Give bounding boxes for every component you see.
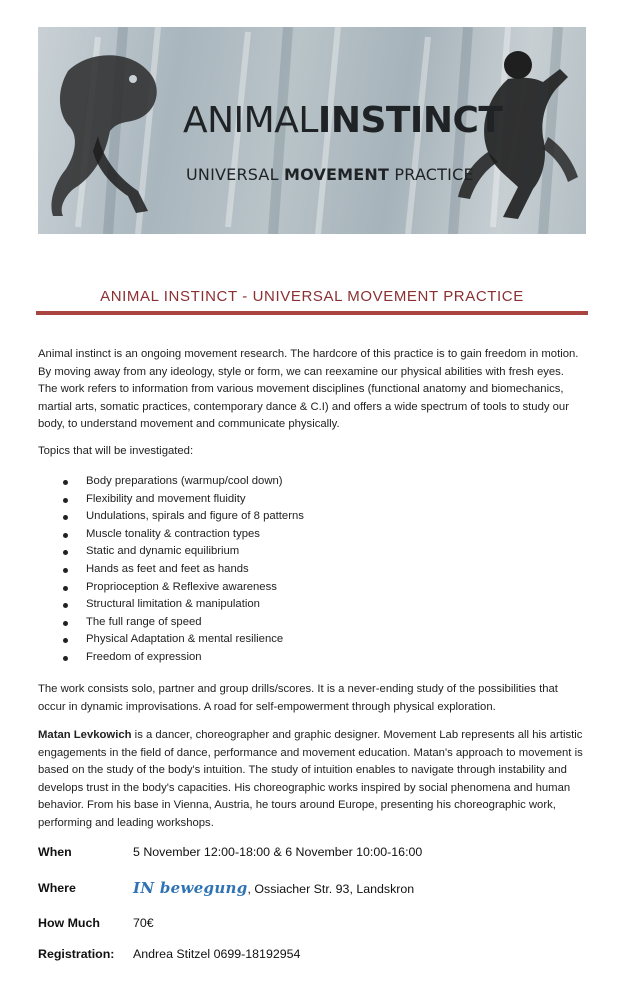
list-item [38,543,304,561]
topics-list [38,473,304,667]
banner-subtitle [186,167,486,183]
where-label: Where [38,881,76,895]
bullet-icon [63,603,68,608]
list-item [38,596,304,614]
topics-label: Topics that will be investigated: [38,445,194,457]
list-item [38,508,304,526]
bullet-icon [63,515,68,520]
list-item [38,561,304,579]
list-item-text: Flexibility and movement fluidity [86,492,246,505]
page-title: ANIMAL INSTINCT - UNIVERSAL MOVEMENT PRACTICE [100,288,524,305]
list-item-text: Muscle tonality & contraction types [86,527,260,540]
bio-text: is a dancer, choreographer and graphic designer. Movement Lab represents all his artistic engagements in the field of dance, performance and movement education. Matan's approach to movement is based on the study of the body's intuition. The study of intuition enables to navigate through instability and develops trust in the body's capacities. His choreographic works inspired by social phenomena and human behavior. From his base in Vienna, Austria, he tours around Europe, presenting his choreographic work, performing and leading workshops. [38,729,583,829]
when-label: When [38,845,72,859]
venue-logo: IN bewegung [133,879,248,897]
banner-title [183,100,503,141]
list-item [38,526,304,544]
bullet-icon [63,533,68,538]
banner-title-bold: INSTINCT [317,100,503,141]
bullet-icon [63,586,68,591]
list-item [38,649,304,667]
banner-sub-part2: PRACTICE [389,165,474,184]
bullet-icon [63,550,68,555]
banner-sub-bold: MOVEMENT [283,165,390,184]
list-item [38,491,304,509]
intro-paragraph: Animal instinct is an ongoing movement research. The hardcore of this practice is to gain freedom in motion. By moving away from any ideology, style or form, we can reexamine our physical abilities with fresh eyes. The work refers to information from various movement disciplines (functional anatomy and biomechanics, martial arts, somatic practices, contemporary dance & C.I) and offers a wide spectrum of tools to study our body, to understand movement and communicate physically. [38,348,579,431]
registration-value: Andrea Stitzel 0699-18192954 [133,947,301,961]
bullet-icon [63,568,68,573]
list-item [38,579,304,597]
list-item-text: Proprioception & Reflexive awareness [86,580,277,593]
bullet-icon [63,480,68,485]
when-value: 5 November 12:00-18:00 & 6 November 10:00-16:00 [133,845,423,859]
where-value: , Ossiacher Str. 93, Landskron [247,882,415,896]
list-item-text: Static and dynamic equilibrium [86,545,240,558]
list-item [38,614,304,632]
bio-name: Matan Levkowich [38,729,132,741]
bullet-icon [63,638,68,643]
work-paragraph: The work consists solo, partner and group drills/scores. It is a never-ending study of the possibilities that occur in dynamic improvisations. A road for self-empowerment through physical exploration. [38,683,558,713]
list-item [38,631,304,649]
bullet-icon [63,621,68,626]
banner-sub-part1: UNIVERSAL [186,165,284,184]
bullet-icon [63,498,68,503]
list-item-text: Undulations, spirals and figure of 8 patterns [86,510,304,523]
list-item-text: Hands as feet and feet as hands [86,562,249,575]
registration-label: Registration: [38,947,115,961]
where-value-wrap [133,880,414,897]
header-banner [38,27,586,234]
list-item-text: The full range of speed [86,615,202,628]
list-item [38,473,304,491]
list-item-text: Physical Adaptation & mental resilience [86,633,284,646]
price-value: 70€ [133,916,154,930]
bullet-icon [63,656,68,661]
list-item-text: Freedom of expression [86,650,202,663]
price-label: How Much [38,916,100,930]
bio-paragraph [38,727,586,833]
list-item-text: Body preparations (warmup/cool down) [86,475,283,487]
list-item-text: Structural limitation & manipulation [86,598,260,611]
title-divider [36,311,588,315]
cheetah-figure [38,41,178,221]
banner-title-light: ANIMAL [183,100,318,141]
